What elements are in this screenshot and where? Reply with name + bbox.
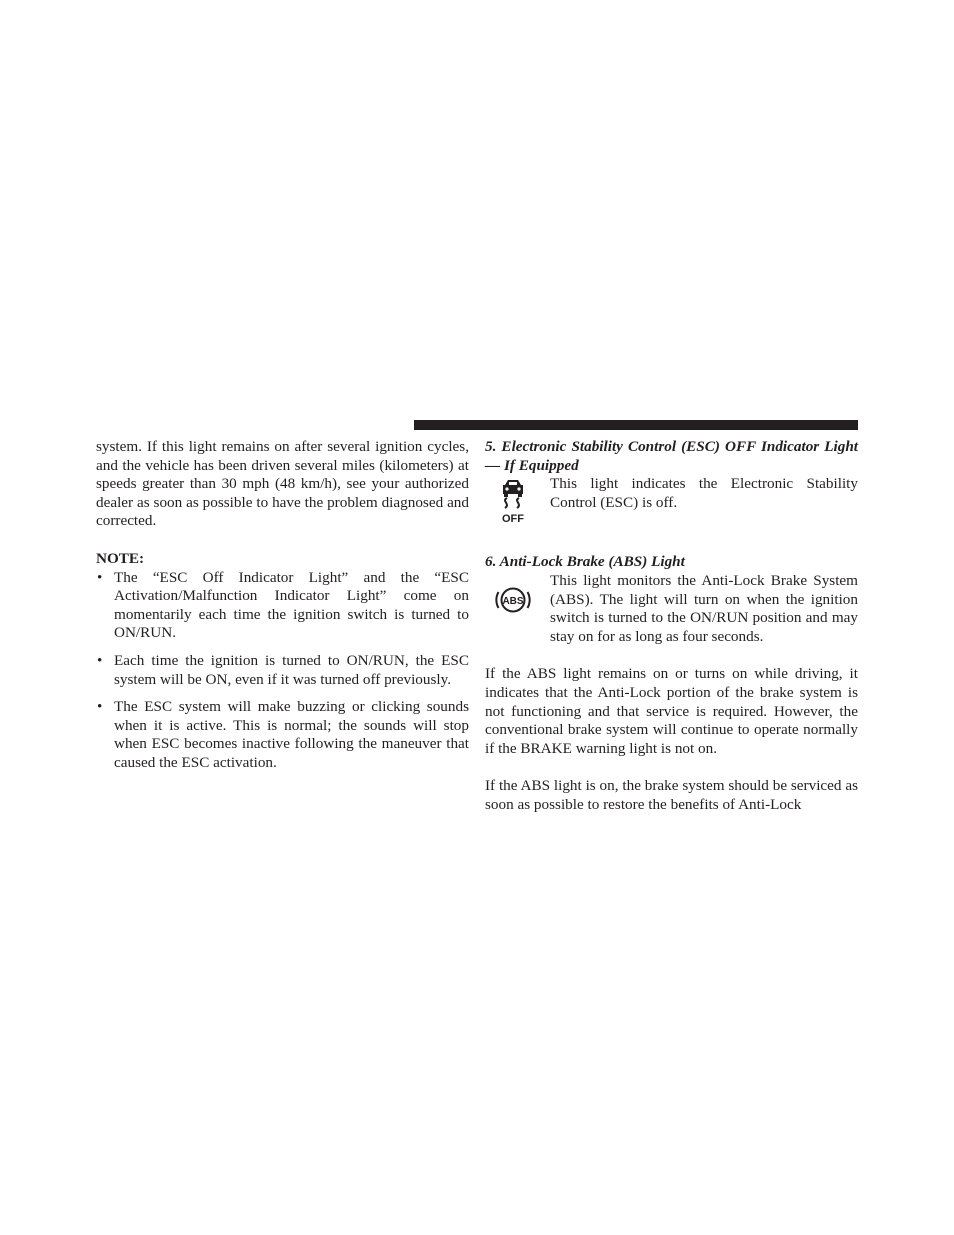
abs-warning-icon — [485, 572, 541, 628]
abs-paragraph-2: If the ABS light is on, the brake system should be serviced as soon as possible to restore the benefits of Anti-Lock — [485, 777, 858, 813]
bullet-text: Each time the ignition is turned to ON/RUN, the ESC system will be ON, even if it was turned off previously. — [114, 651, 469, 688]
left-column — [96, 438, 469, 773]
esc-off-indicator-icon — [485, 473, 541, 529]
right-column — [485, 438, 858, 815]
note-bullet-list — [96, 569, 469, 773]
bullet-mark: • — [97, 698, 103, 716]
bullet-mark: • — [97, 651, 103, 669]
note-bullet-item — [96, 569, 469, 643]
abs-paragraph-1: If the ABS light remains on or turns on while driving, it indicates that the Anti-Lock portion of the brake system is not functioning and that service is required. However, the conventional brake system will continue to operate normally if the BRAKE warning light is not on. — [485, 665, 858, 757]
esc-off-row — [485, 475, 858, 526]
esc-off-description: This light indicates the Electronic Stability Control (ESC) is off. — [550, 475, 858, 511]
bullet-text: The “ESC Off Indicator Light” and the “ESC Activation/Malfunction Indicator Light” come on momentarily each time the ignition switch is turned to ON/RUN. — [114, 568, 469, 642]
intro-paragraph: system. If this light remains on after several ignition cycles, and the vehicle has been driven several miles (kilometers) at speeds greater than 30 mph (48 km/h), see your authorized dealer as soon as possible to have the problem diagnosed and corrected. — [96, 438, 469, 530]
esc-off-heading: 5. Electronic Stability Control (ESC) OFF Indicator Light — If Equipped — [485, 438, 858, 474]
section-header-bar — [414, 420, 858, 430]
esc-off-icon-label: OFF — [502, 513, 524, 526]
abs-icon-label: ABS — [502, 595, 524, 607]
note-bullet-item — [96, 698, 469, 772]
bullet-mark: • — [97, 568, 103, 586]
abs-row — [485, 572, 858, 646]
abs-description: This light monitors the Anti-Lock Brake System (ABS). The light will turn on when the ignition switch is turned to the ON/RUN position and may stay on for as long as four seconds. — [550, 571, 858, 645]
abs-heading: 6. Anti-Lock Brake (ABS) Light — [485, 553, 685, 571]
bullet-text: The ESC system will make buzzing or clicking sounds when it is active. This is normal; the sounds will stop when ESC becomes inactive following the maneuver that caused the ESC activation. — [114, 698, 469, 771]
note-label: NOTE: — [96, 549, 145, 567]
note-bullet-item — [96, 652, 469, 689]
